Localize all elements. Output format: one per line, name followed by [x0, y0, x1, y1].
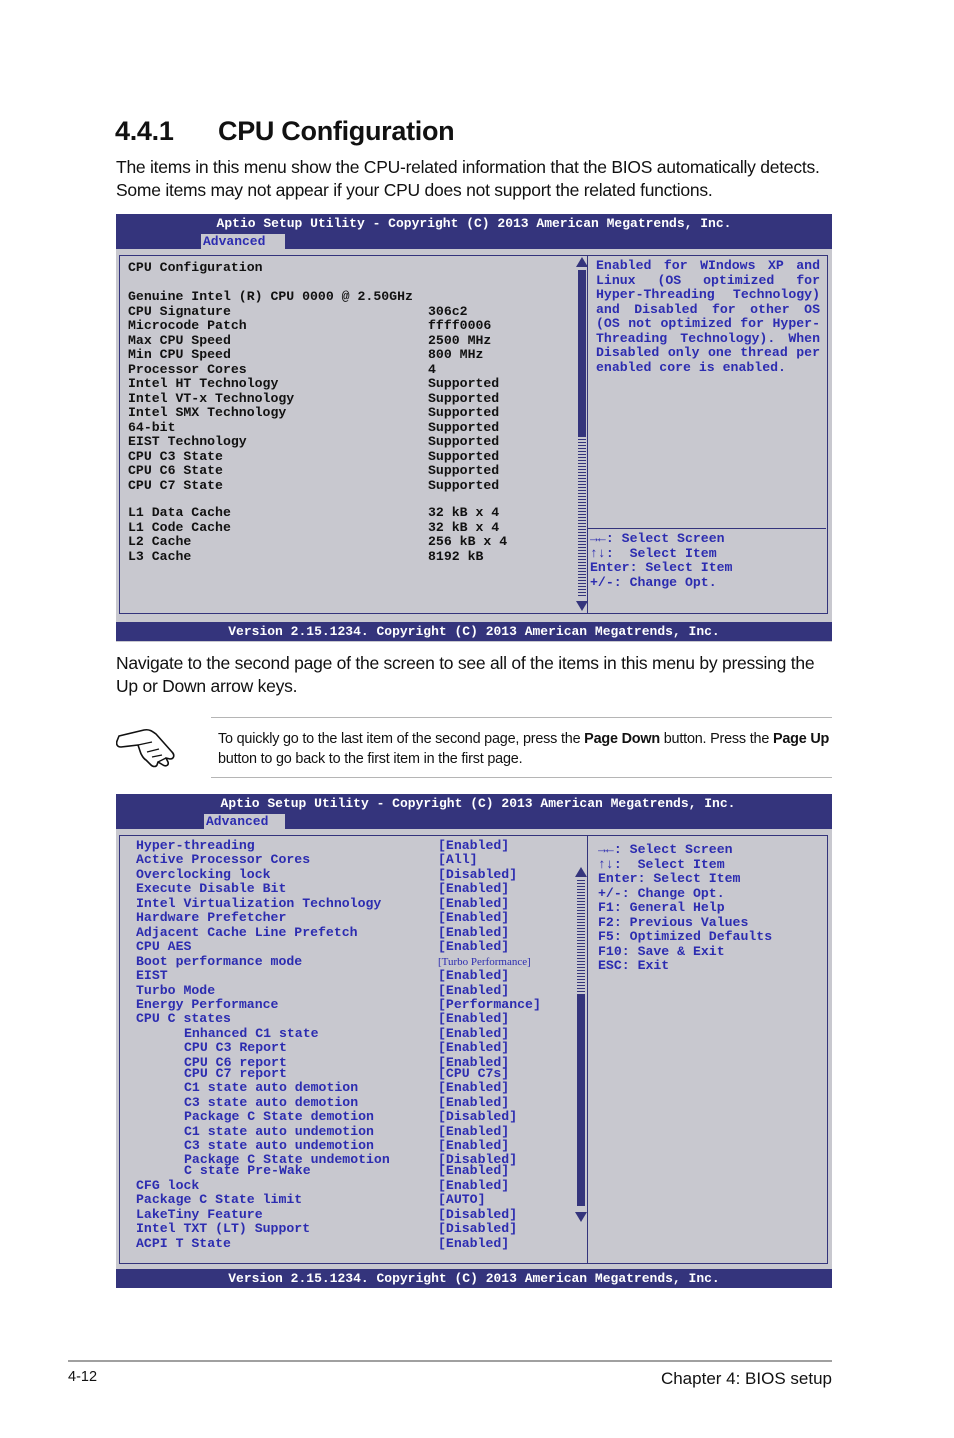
info-label: Intel HT Technology [128, 376, 279, 391]
setting-value[interactable]: [Disabled] [438, 1221, 518, 1237]
scroll-down-arrow[interactable] [575, 1212, 587, 1222]
info-label: CPU C6 State [128, 463, 223, 478]
info-value: Supported [428, 390, 500, 406]
bios-title: Aptio Setup Utility - Copyright (C) 2013 American Megatrends, Inc. [220, 796, 736, 811]
setting-value[interactable]: [Turbo Performance] [438, 955, 531, 968]
setting-value[interactable]: [Disabled] [438, 1109, 518, 1125]
setting-value[interactable]: [Enabled] [438, 1163, 510, 1179]
setting-value[interactable]: [Enabled] [438, 1123, 510, 1139]
cache-value: 8192 kB [428, 548, 484, 564]
setting-value[interactable]: [AUTO] [438, 1192, 486, 1208]
info-value: ffff0006 [428, 318, 492, 333]
info-label: CPU C7 State [128, 477, 223, 493]
setting-value[interactable]: [Enabled] [438, 910, 510, 926]
cache-value: 256 kB x 4 [428, 534, 508, 549]
note-text-part: button to go back to the first item in the first page. [218, 751, 523, 767]
processor-name: Genuine Intel (R) CPU 0000 @ 2.50GHz [128, 289, 413, 304]
note-bottom-rule [211, 777, 832, 778]
navigate-paragraph: Navigate to the second page of the screen to see all of the items in this menu by pressing the Up or Down arrow keys. [116, 653, 815, 696]
info-value: Supported [428, 405, 500, 420]
setting-value[interactable]: [Enabled] [438, 1054, 510, 1070]
note-text [218, 729, 832, 769]
setting-label[interactable]: Boot performance mode [136, 953, 303, 969]
setting-value[interactable]: [Enabled] [438, 924, 510, 940]
key-hint: F10: Save & Exit [598, 943, 725, 959]
scrollbar-track[interactable] [577, 994, 585, 1206]
setting-label[interactable]: C3 state auto undemotion [184, 1138, 374, 1153]
setting-label[interactable]: C1 state auto demotion [184, 1080, 359, 1096]
scrollbar-thumb[interactable] [578, 436, 586, 596]
setting-value[interactable]: [Disabled] [438, 1206, 518, 1222]
setting-value[interactable]: [Enabled] [438, 982, 510, 998]
info-value: 2500 MHz [428, 332, 492, 348]
info-value: 800 MHz [428, 347, 484, 362]
info-label: Processor Cores [128, 361, 247, 377]
cache-label: L3 Cache [128, 548, 192, 564]
setting-value[interactable]: [Enabled] [438, 939, 510, 955]
setting-value[interactable]: [Disabled] [438, 866, 518, 882]
key-hint: +/-: Change Opt. [598, 885, 725, 901]
bios-screen-cpu-info [116, 214, 832, 642]
setting-label[interactable]: Package C State undemotion [184, 1152, 390, 1168]
info-label: EIST Technology [128, 434, 247, 449]
setting-label[interactable]: CPU C6 report [184, 1054, 287, 1070]
info-value: Supported [428, 376, 500, 391]
info-label: Intel VT-x Technology [128, 390, 295, 406]
setting-label[interactable]: ACPI T State [136, 1235, 231, 1251]
setting-label[interactable]: Hyper-threading [136, 838, 255, 853]
hand-pointing-icon [116, 722, 178, 768]
cache-value: 32 kB x 4 [428, 519, 500, 535]
setting-value[interactable]: [Enabled] [438, 1094, 510, 1110]
setting-label[interactable]: Energy Performance [136, 996, 279, 1012]
setting-label[interactable]: CFG lock [136, 1177, 200, 1193]
info-label: 64-bit [128, 419, 176, 435]
setting-value[interactable]: [Enabled] [438, 968, 510, 984]
setting-label[interactable]: Intel Virtualization Technology [136, 895, 382, 911]
section-number: 4.4.1 [115, 116, 174, 146]
chapter-label: Chapter 4: BIOS setup [660, 1369, 832, 1388]
bios-title-bar [116, 214, 832, 249]
bios-footer: Version 2.15.1234. Copyright (C) 2013 American Megatrends, Inc. [116, 1269, 832, 1288]
setting-label[interactable]: Intel TXT (LT) Support [136, 1221, 311, 1237]
setting-label[interactable]: EIST [136, 968, 168, 984]
scroll-up-arrow[interactable] [575, 867, 587, 877]
key-hint: ↑↓: Select Item [590, 545, 717, 561]
setting-label[interactable]: C state Pre-Wake [184, 1163, 311, 1179]
section-title: CPU Configuration [218, 116, 455, 146]
setting-value[interactable]: [Enabled] [438, 1011, 510, 1027]
setting-value[interactable]: [Enabled] [438, 1138, 510, 1153]
tab-advanced[interactable]: Advanced [204, 814, 285, 829]
setting-value[interactable]: [Enabled] [438, 1025, 510, 1041]
help-divider [588, 528, 826, 529]
info-label: Microcode Patch [128, 318, 247, 333]
setting-value[interactable]: [Enabled] [438, 1177, 510, 1193]
cache-value: 32 kB x 4 [428, 505, 500, 520]
key-hint: →←: Select Screen [590, 531, 725, 546]
setting-value[interactable]: [Enabled] [438, 895, 510, 911]
key-hint: ↑↓: Select Item [598, 856, 725, 872]
setting-label[interactable]: Package C State limit [136, 1192, 303, 1208]
bios-title: Aptio Setup Utility - Copyright (C) 2013 American Megatrends, Inc. [216, 216, 732, 231]
page-up-key: Page Up [772, 731, 830, 747]
info-label: Intel SMX Technology [128, 405, 287, 420]
setting-value[interactable]: [Disabled] [438, 1152, 518, 1168]
note-text-part: To quickly go to the last item of the second page, press the [218, 731, 585, 747]
key-hint: →←: Select Screen [598, 842, 733, 857]
setting-label[interactable]: CPU C states [136, 1011, 231, 1027]
setting-label[interactable]: Hardware Prefetcher [136, 910, 287, 926]
page-down-key: Page Down [584, 731, 660, 747]
setting-value[interactable]: [CPU C7s] [438, 1065, 510, 1081]
setting-label[interactable]: Turbo Mode [136, 982, 216, 998]
key-hint: ESC: Exit [598, 958, 670, 973]
scrollbar-thumb[interactable] [577, 880, 585, 994]
key-hint: Enter: Select Item [598, 871, 741, 886]
cache-label: L2 Cache [128, 534, 192, 549]
key-hint: F5: Optimized Defaults [598, 929, 773, 944]
setting-label[interactable]: Execute Disable Bit [136, 881, 287, 897]
bios-footer: Version 2.15.1234. Copyright (C) 2013 American Megatrends, Inc. [116, 622, 832, 641]
help-text: Enabled for WIndows XP and Linux (OS optimized for Hyper-Threading Technology) and Disabled for other OS (OS not optimized for Hyper-Threading Technology). When Disabled only one thread per enabled core is enabled. [596, 258, 820, 375]
info-value: Supported [428, 448, 500, 464]
setting-label[interactable]: CPU C7 report [184, 1065, 287, 1081]
key-hint: +/-: Change Opt. [590, 574, 717, 590]
info-value: Supported [428, 419, 500, 435]
cache-label: L1 Data Cache [128, 505, 231, 520]
setting-label[interactable]: C3 state auto demotion [184, 1094, 359, 1110]
setting-value[interactable]: [Enabled] [438, 1080, 510, 1096]
info-value: Supported [428, 477, 500, 493]
tab-advanced[interactable]: Advanced [201, 234, 285, 249]
section-heading [115, 116, 454, 147]
bios-screen-cpu-settings [116, 794, 832, 1288]
setting-label[interactable]: CPU C3 Report [184, 1040, 287, 1056]
setting-label[interactable]: Package C State demotion [184, 1109, 374, 1125]
info-value: 4 [428, 361, 436, 377]
info-value: Supported [428, 434, 500, 449]
cache-label: L1 Code Cache [128, 519, 231, 535]
setting-label[interactable]: CPU AES [136, 939, 192, 955]
cpu-config-label: CPU Configuration [128, 260, 263, 275]
setting-label[interactable]: Adjacent Cache Line Prefetch [136, 924, 358, 940]
setting-value[interactable]: [Enabled] [438, 1040, 510, 1056]
page-number: 4-12 [68, 1369, 98, 1385]
info-value: Supported [428, 463, 500, 478]
scroll-down-arrow[interactable] [576, 601, 588, 611]
key-hint: F2: Previous Values [598, 914, 749, 930]
setting-value[interactable]: [Enabled] [438, 881, 510, 897]
scroll-up-arrow[interactable] [576, 257, 588, 267]
info-label: CPU Signature [128, 303, 231, 319]
setting-label[interactable]: C1 state auto undemotion [184, 1123, 374, 1139]
info-label: Min CPU Speed [128, 347, 231, 362]
setting-value[interactable]: [All] [438, 852, 478, 868]
setting-value[interactable]: [Enabled] [438, 1235, 510, 1251]
help-divider [587, 836, 588, 1263]
scrollbar-track[interactable] [578, 270, 586, 436]
info-value: 306c2 [428, 303, 468, 319]
info-label: CPU C3 State [128, 448, 223, 464]
setting-label[interactable]: Active Processor Cores [136, 852, 311, 868]
info-label: Max CPU Speed [128, 332, 231, 348]
setting-value[interactable]: [Enabled] [438, 838, 510, 853]
setting-label[interactable]: LakeTiny Feature [136, 1206, 263, 1222]
setting-label[interactable]: Overclocking lock [136, 866, 271, 882]
key-hint: F1: General Help [598, 900, 725, 915]
intro-paragraph: The items in this menu show the CPU-related information that the BIOS automatically detects. Some items may not appear if your CPU does not support the related functions. [116, 157, 820, 200]
note-text-part: button. Press the [659, 731, 773, 747]
note-top-rule [211, 717, 832, 718]
setting-label[interactable]: Enhanced C1 state [184, 1025, 319, 1041]
key-hint: Enter: Select Item [590, 560, 733, 575]
bios-title-bar [116, 794, 832, 829]
setting-value[interactable]: [Performance] [438, 996, 541, 1012]
footer-rule [68, 1360, 832, 1362]
